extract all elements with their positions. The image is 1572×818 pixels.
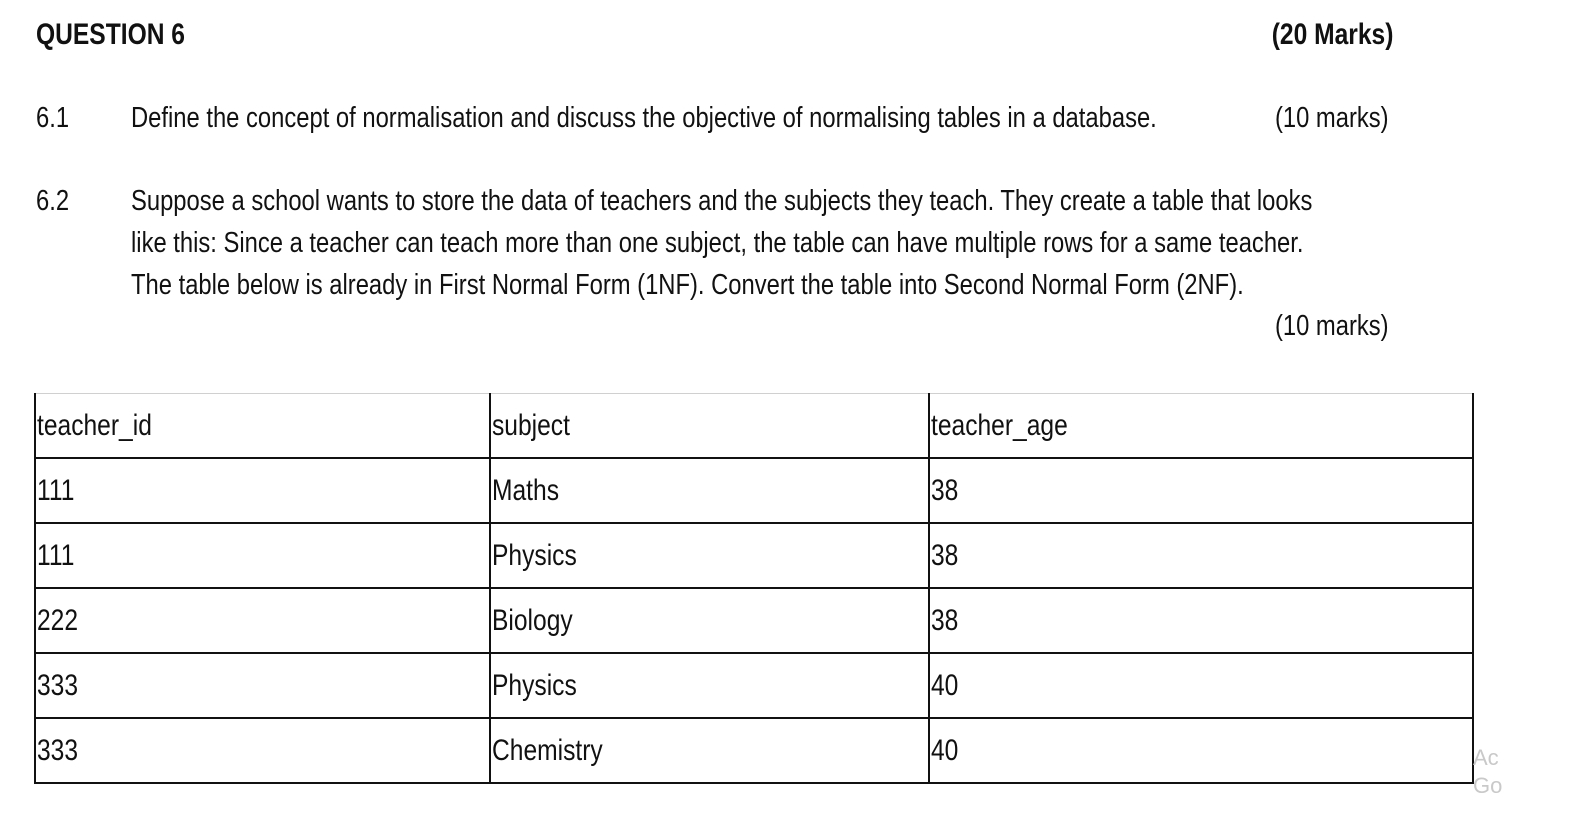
cell-text: 333 <box>37 733 79 767</box>
cell-text: 222 <box>37 603 79 637</box>
table-cell-subject <box>490 458 929 523</box>
section-6-2-line-3 <box>131 269 1488 302</box>
table-cell-teacher-age <box>929 718 1473 783</box>
section-6-1-number <box>36 102 76 135</box>
section-6-2-number-text: 6.2 <box>36 185 70 217</box>
section-6-2-marks <box>1250 310 1389 343</box>
table-cell-teacher-id <box>35 523 490 588</box>
table-cell-teacher-age <box>929 523 1473 588</box>
table-row <box>35 523 1473 588</box>
column-header-subject <box>490 394 929 459</box>
table-cell-teacher-age <box>929 458 1473 523</box>
section-6-2-line-1-text: Suppose a school wants to store the data of teachers and the subjects they teach. They create a table that looks <box>131 185 1313 217</box>
question-title <box>36 18 218 52</box>
activation-watermark <box>1473 744 1502 800</box>
table-row <box>35 653 1473 718</box>
section-6-2-line-1 <box>131 185 1572 218</box>
section-6-1-marks-text: (10 marks) <box>1275 102 1389 134</box>
section-6-2-number <box>36 185 76 218</box>
cell-text: Chemistry <box>492 733 603 767</box>
table-row <box>35 718 1473 783</box>
cell-text: Physics <box>492 668 578 702</box>
section-6-1-text <box>131 102 1382 135</box>
column-header-text: subject <box>492 408 571 442</box>
table-row <box>35 458 1473 523</box>
table-row <box>35 588 1473 653</box>
cell-text: 40 <box>931 668 959 702</box>
cell-text: Physics <box>492 538 578 572</box>
table-cell-teacher-id <box>35 458 490 523</box>
section-6-2-marks-text: (10 marks) <box>1275 310 1389 342</box>
cell-text: 38 <box>931 603 959 637</box>
table-cell-teacher-id <box>35 718 490 783</box>
cell-text: 111 <box>37 473 75 507</box>
section-6-1-marks <box>1250 102 1389 135</box>
question-title-text: QUESTION 6 <box>36 18 185 51</box>
table-cell-teacher-age <box>929 653 1473 718</box>
question-total-marks-text: (20 Marks) <box>1271 18 1393 51</box>
column-header-text: teacher_age <box>931 408 1069 442</box>
column-header-teacher-id <box>35 394 490 459</box>
table-cell-subject <box>490 588 929 653</box>
section-6-1-text-content: Define the concept of normalisation and discuss the objective of normalising tables in a database. <box>131 102 1157 134</box>
table-cell-subject <box>490 653 929 718</box>
watermark-line-2: Go <box>1473 773 1503 798</box>
cell-text: 38 <box>931 538 959 572</box>
cell-text: 111 <box>37 538 75 572</box>
cell-text: 333 <box>37 668 79 702</box>
section-6-2-line-3-text: The table below is already in First Normal Form (1NF). Convert the table into Second Normal Form (2NF). <box>131 269 1244 301</box>
section-6-2-line-2-text: like this: Since a teacher can teach more than one subject, the table can have multiple rows for a same teacher. <box>131 227 1304 259</box>
table-cell-teacher-id <box>35 653 490 718</box>
table-cell-subject <box>490 523 929 588</box>
teacher-subject-table <box>34 393 1474 784</box>
question-total-marks <box>1245 18 1393 52</box>
watermark-line-1: Ac <box>1473 745 1499 770</box>
cell-text: 38 <box>931 473 959 507</box>
cell-text: Maths <box>492 473 560 507</box>
table-cell-teacher-id <box>35 588 490 653</box>
cell-text: Biology <box>492 603 573 637</box>
section-6-2-line-2 <box>131 227 1561 260</box>
section-6-1-number-text: 6.1 <box>36 102 70 134</box>
table-cell-subject <box>490 718 929 783</box>
cell-text: 40 <box>931 733 959 767</box>
column-header-text: teacher_id <box>37 408 152 442</box>
table-cell-teacher-age <box>929 588 1473 653</box>
table-header-row <box>35 394 1473 459</box>
column-header-teacher-age <box>929 394 1473 459</box>
